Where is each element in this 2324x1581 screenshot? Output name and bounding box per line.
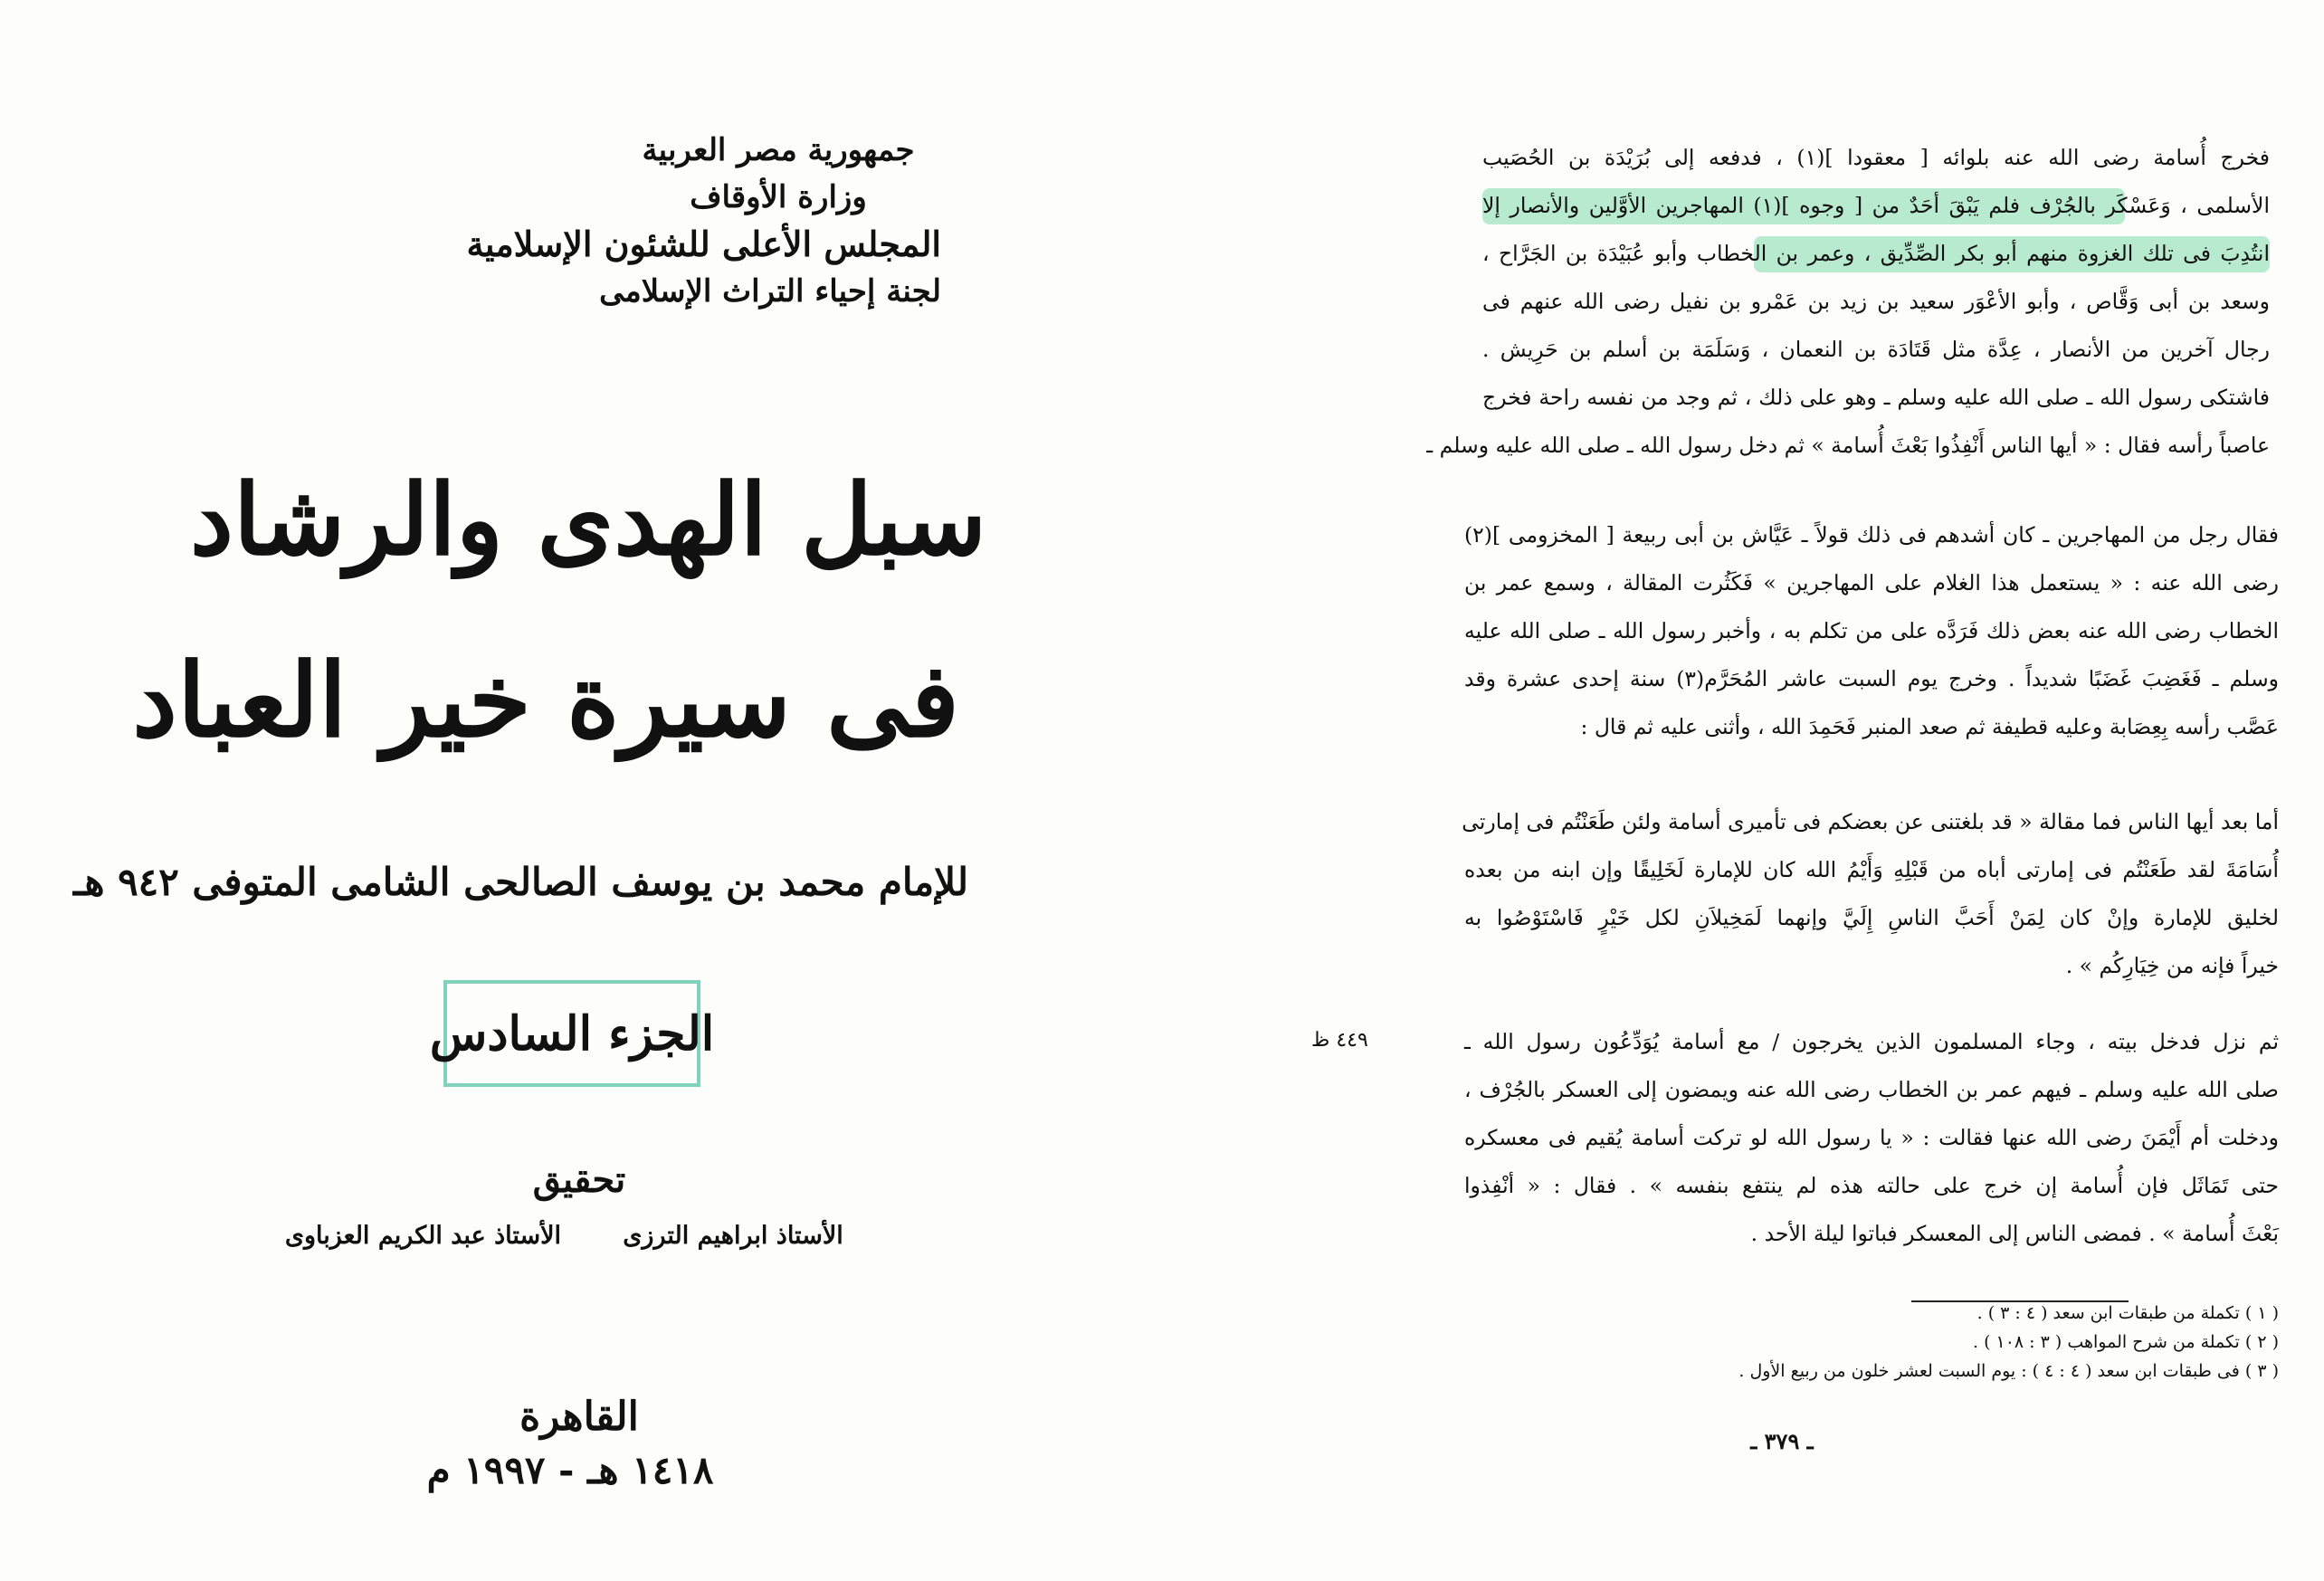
publisher-block (466, 127, 941, 315)
paragraph-1 (1426, 134, 2270, 470)
editor-name: الأستاذ ابراهيم الترزى (623, 1222, 843, 1250)
editor-name: الأستاذ عبد الكريم العزباوى (284, 1222, 561, 1250)
text-line: أُسَامَةَ لقد طَعَنْتُم فى إمارتى أباه من قَبْلِهِ وَأَيْمُ الله كان للإمارة لَخَلِيقًا وإن ابنه من بعده (1464, 857, 2279, 882)
author-line: للإمام محمد بن يوسف الصالحى الشامى المتوفى ٩٤٢ هـ (73, 860, 968, 904)
volume-label-box (429, 980, 715, 1087)
tahqiq-heading: تحقيق (532, 1158, 626, 1201)
text-line: انتُدِبَ فى تلك الغزوة منهم أبو بكر الصِّدِّيق ، وعمر بن الخطاب وأبو عُبَيْدَة بن الجَرَّاح ، (1482, 230, 2270, 278)
book-title-line-2: فى سيرة خير العباد (132, 642, 959, 760)
text-line: الأسلمى ، وَعَسْكَر بالجُرْف فلم يَبْقَ أحَدٌ من [ وجوه ](١) المهاجرين الأوَّلين والأنصار إلا (1482, 182, 2270, 230)
text-line: بَعْثَ أُسامة » . فمضى الناس إلى المعسكر فباتوا ليلة الأحد . (1750, 1221, 2279, 1246)
page-number: ـ ٣٧٩ ـ (1750, 1428, 1814, 1454)
footnote: ( ١ ) تكملة من طبقات ابن سعد ( ٤ : ٣ ) . (1976, 1303, 2279, 1323)
publication-date: ١٤١٨ هـ - ١٩٩٧ م (426, 1448, 714, 1492)
paragraph-2 (1464, 511, 2279, 751)
text-line: خيراً فإنه من خِيَارِكُم » . (2065, 953, 2279, 978)
text-line: صلى الله عليه وسلم ـ فيهم عمر بن الخطاب رضى الله عنه ويمضون إلى العسكر بالجُرْف ، (1464, 1077, 2279, 1102)
text-line: عاصباً رأسه فقال : « أيها الناس أَنْفِذُوا بَعْثَ أُسامة » ثم دخل رسول الله ـ صلى الله عليه وسلم ـ (1426, 433, 2270, 458)
text-line: رجال آخرين من الأنصار ، عِدَّة مثل قَتَادَة بن النعمان ، وَسَلَمَة بن أسلم بن حَرِيش . (1482, 337, 2270, 362)
volume-label: الجزء السادس (429, 1005, 715, 1062)
text-line: حتى تَمَاثَل فإن أُسامة إن خرج على حالته هذه لم ينتفع بنفسه » . فقال : « أنْفِذوا (1464, 1173, 2279, 1198)
text-line: ثم نزل فدخل بيته ، وجاء المسلمون الذين يخرجون / مع أسامة يُوَدِّعُون رسول الله ـ (1464, 1029, 2279, 1054)
paragraph-4 (1464, 1018, 2279, 1258)
footnote-separator (1911, 1300, 2129, 1302)
text-page (1162, 0, 2324, 1581)
text-line: ودخلت أم أَيْمَنَ رضى الله عنها فقالت : « يا رسول الله لو تركت أسامة يُقيم فى معسكره (1464, 1125, 2279, 1150)
text-line: لخليق للإمارة وإنْ كان لِمَنْ أَحَبَّ الناسِ إِلَيَّ وإنهما لَمَخِيلاَنِ لكل خَيْرٍ فَاسْتَوْصُوا به (1464, 905, 2279, 930)
text-line: رضى الله عنه : « يستعمل هذا الغلام على المهاجرين » فَكَثُرت المقالة ، وسمع عمر بن (1464, 570, 2279, 595)
publisher-line: لجنة إحياء التراث الإسلامى (599, 273, 941, 310)
text-line: عَصَّب رأسه بِعِصَابة وعليه قطيفة ثم صعد المنبر فَحَمِدَ الله ، وأثنى عليه ثم قال : (1580, 714, 2279, 739)
publisher-line: المجلس الأعلى للشئون الإسلامية (466, 224, 941, 264)
footnote: ( ٣ ) فى طبقات ابن سعد ( ٤ : ٤ ) : يوم السبت لعشر خلون من ربيع الأول . (1738, 1361, 2279, 1381)
text-line: فاشتكى رسول الله ـ صلى الله عليه وسلم ـ وهو على ذلك ، ثم وجد من نفسه راحة فخرج (1482, 385, 2270, 410)
footnote: ( ٢ ) تكملة من شرح المواهب ( ٣ : ١٠٨ ) . (1972, 1332, 2279, 1352)
text-line: فخرج أُسامة رضى الله عنه بلوائه [ معقودا ](١) ، فدفعه إلى بُرَيْدَة بن الحُصَيب (1482, 145, 2270, 170)
publisher-line: وزارة الأوقاف (690, 179, 867, 215)
text-line: الخطاب رضى الله عنه بعض ذلك فَرَدَّه على من تكلم به ، وأخبر رسول الله ـ صلى الله عليه (1464, 618, 2279, 643)
text-line: أما بعد أيها الناس فما مقالة « قد بلغتنى عن بعضكم فى تأميرى أسامة ولئن طَعَنْتُم فى إمارتى (1462, 809, 2279, 834)
book-title-line-1: سبل الهدى والرشاد (189, 463, 987, 577)
text-line: فقال رجل من المهاجرين ـ كان أشدهم فى ذلك قولاً ـ عَيَّاش بن أبى ربيعة [ المخزومى ](٢) (1464, 522, 2279, 548)
publisher-line: جمهورية مصر العربية (642, 132, 915, 168)
publication-city: القاهرة (519, 1394, 639, 1440)
manuscript-folio-note: ٤٤٩ ظ (1311, 1029, 1368, 1052)
text-line: وسلم ـ فَغَضِبَ غَضَبًا شديداً . وخرج يوم السبت عاشر المُحَرَّم(٣) سنة إحدى عشرة وقد (1464, 666, 2279, 691)
paragraph-3 (1464, 798, 2279, 990)
text-line: وسعد بن أبى وَقَّاص ، وأبو الأعْوَر سعيد بن زيد بن عَمْرو بن نفيل رضى الله عنهم فى (1482, 289, 2270, 314)
